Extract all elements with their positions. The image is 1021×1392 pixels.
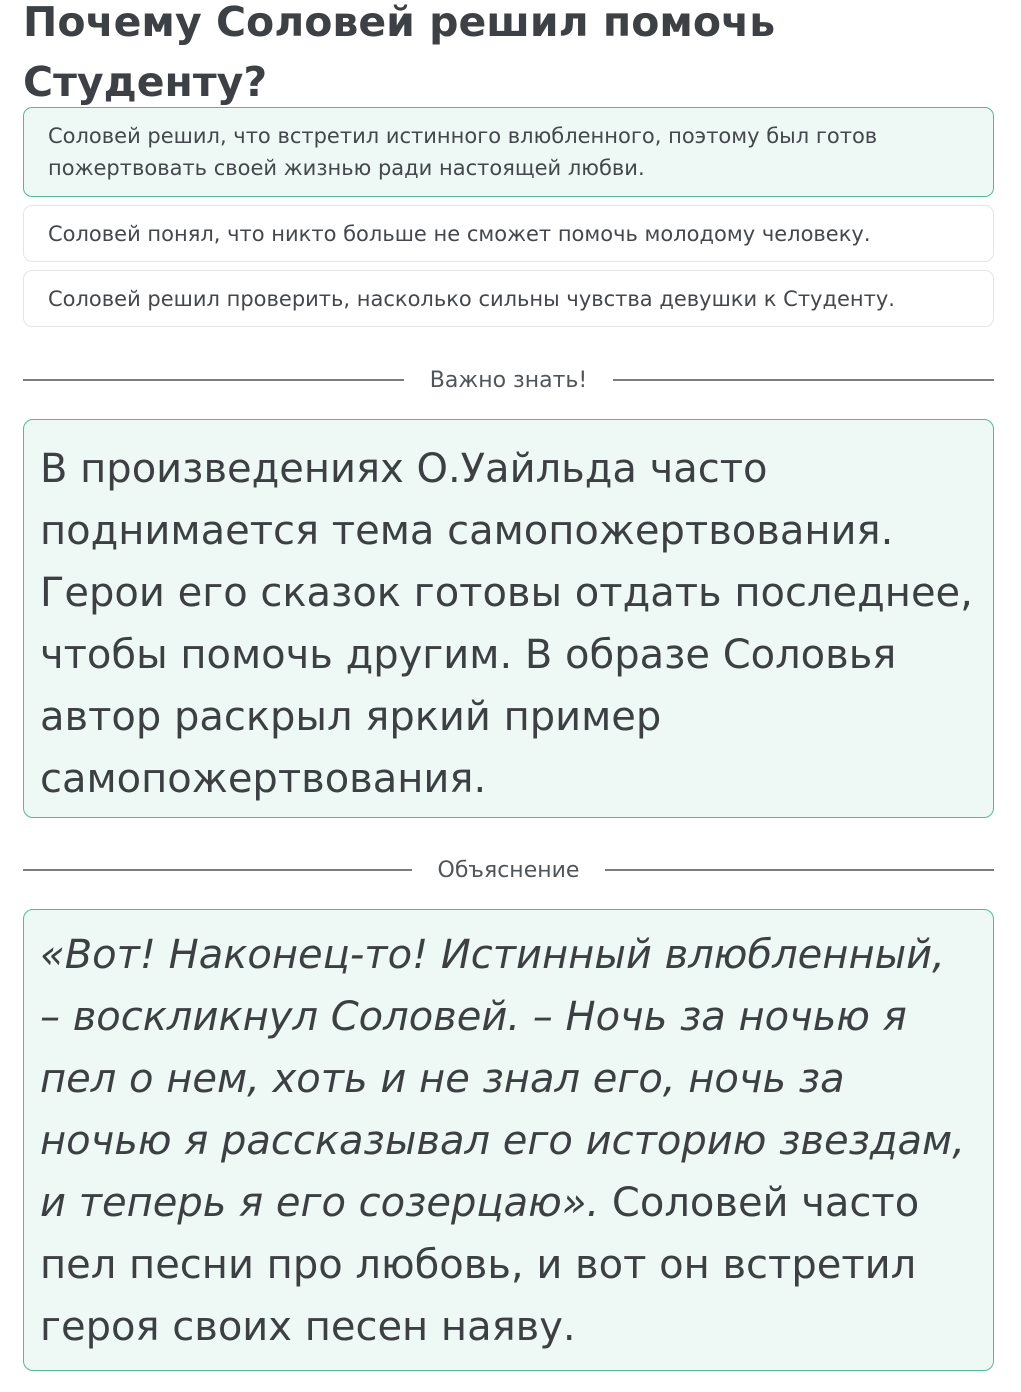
explanation-label: Объяснение <box>437 857 580 883</box>
answer-option-3[interactable] <box>23 270 994 327</box>
explanation-card <box>23 909 994 1371</box>
important-card <box>23 419 994 818</box>
important-text: В произведениях О.Уайльда часто поднимается тема самопожертвования. Герои его сказок готовы отдать последнее, чтобы помочь другим. В образе Соловья автор раскрыл яркий пример самопожертвования. <box>40 446 973 802</box>
explanation-divider <box>23 850 994 890</box>
answer-option-1[interactable] <box>23 107 994 197</box>
divider-line-right <box>605 869 994 871</box>
answer-options <box>23 107 994 327</box>
answer-option-2[interactable] <box>23 205 994 262</box>
answer-option-text: Соловей понял, что никто больше не сможет помочь молодому человеку. <box>48 222 871 246</box>
explanation-text: Соловей часто пел песни про любовь, и вот он встретил героя своих песен наяву. <box>40 1180 920 1350</box>
quiz-container <box>23 0 994 1371</box>
important-label: Важно знать! <box>429 367 588 393</box>
answer-option-text: Соловей решил, что встретил истинного влюбленного, поэтому был готов пожертвовать своей жизнью ради настоящей любви. <box>48 124 878 180</box>
answer-option-text: Соловей решил проверить, насколько сильны чувства девушки к Студенту. <box>48 287 895 311</box>
important-divider <box>23 360 994 400</box>
divider-line-right <box>613 379 994 381</box>
question-title: Почему Соловей решил помочь Студенту? <box>23 0 776 106</box>
divider-line-left <box>23 869 412 871</box>
divider-line-left <box>23 379 404 381</box>
explanation-quote: «Вот! Наконец-то! Истинный влюбленный, – воскликнул Соловей. – Ночь за ночью я пел о нем, хоть и не знал его, ночь за ночью я рассказывал его историю звездам, и теперь я его созерцаю». <box>40 932 965 1226</box>
